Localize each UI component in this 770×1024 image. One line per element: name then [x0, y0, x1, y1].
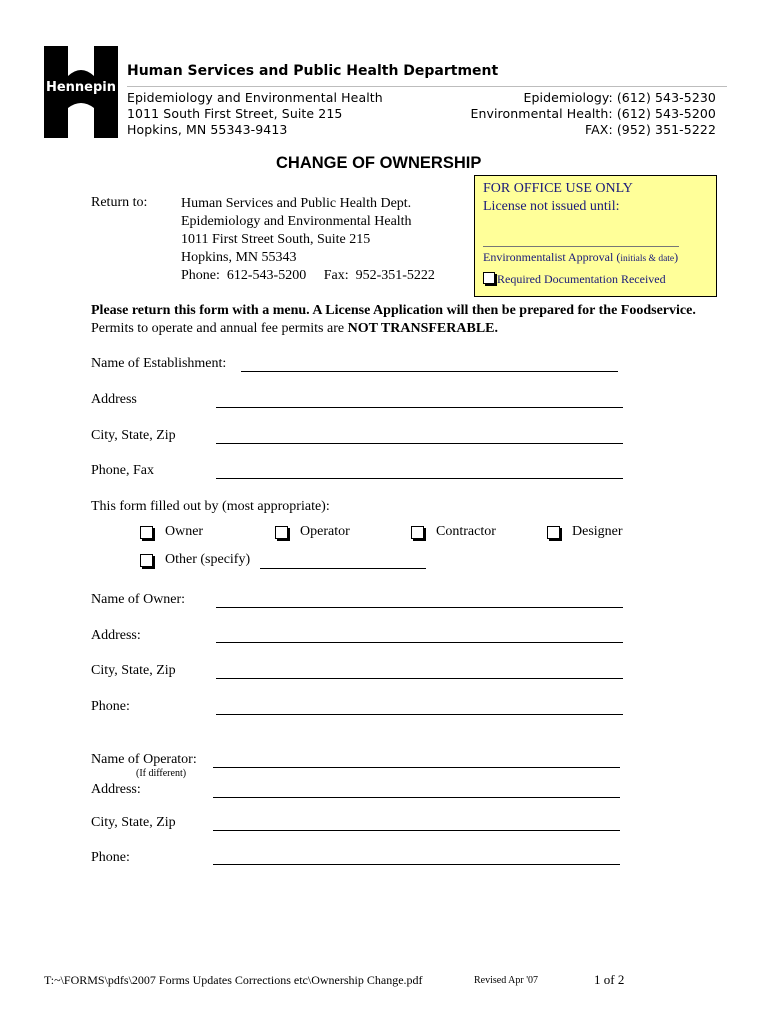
documentation-received-label: Required Documentation Received	[497, 272, 666, 286]
address-line-3: Hopkins, MN 55343-9413	[127, 122, 288, 137]
option-other[interactable]	[140, 552, 250, 568]
address-line-1: Epidemiology and Environmental Health	[127, 90, 383, 105]
operator-name-field[interactable]	[213, 767, 620, 768]
option-owner[interactable]	[140, 524, 203, 540]
env-approval-text: Environmentalist Approval (	[483, 250, 621, 264]
operator-address-field[interactable]	[213, 797, 620, 798]
establishment-name-label: Name of Establishment:	[91, 356, 227, 371]
option-operator[interactable]	[275, 524, 350, 540]
establishment-name-field[interactable]	[241, 371, 618, 372]
documentation-received-checkbox[interactable]	[483, 272, 495, 284]
owner-phone-field[interactable]	[216, 714, 623, 715]
owner-name-field[interactable]	[216, 607, 623, 608]
phone-epidemiology: Epidemiology: (612) 543-5230	[523, 90, 716, 105]
operator-option-label: Operator	[300, 524, 350, 539]
owner-phone-label: Phone:	[91, 699, 130, 714]
other-option-label: Other (specify)	[165, 552, 251, 567]
operator-checkbox[interactable]	[275, 526, 288, 539]
return-phone-fax: Phone: 612-543-5200 Fax: 952-351-5222	[181, 268, 435, 283]
department-name: Human Services and Public Health Department	[127, 63, 499, 79]
owner-option-label: Owner	[165, 524, 204, 539]
establishment-city-field[interactable]	[216, 443, 623, 444]
operator-address-label: Address:	[91, 782, 141, 797]
contractor-option-label: Contractor	[436, 524, 496, 539]
instructions-not-transferable: NOT TRANSFERABLE.	[347, 321, 498, 336]
return-address-line: Hopkins, MN 55343	[181, 250, 297, 265]
owner-address-label: Address:	[91, 628, 141, 643]
footer-revised: Revised Apr '07	[474, 975, 539, 986]
header-rule	[127, 86, 727, 87]
if-different-note: (If different)	[136, 768, 187, 779]
address-line-2: 1011 South First Street, Suite 215	[127, 106, 343, 121]
other-checkbox[interactable]	[140, 554, 153, 567]
environmentalist-approval	[483, 250, 678, 265]
option-contractor[interactable]	[411, 524, 496, 540]
instructions-bold: Please return this form with a menu. A License Application will then be prepared for the Foodservice.	[91, 303, 696, 318]
owner-city-field[interactable]	[216, 678, 623, 679]
return-address-line: Epidemiology and Environmental Health	[181, 214, 412, 229]
establishment-phone-field[interactable]	[216, 478, 623, 479]
establishment-address-label: Address	[91, 392, 137, 407]
establishment-address-field[interactable]	[216, 407, 623, 408]
phone-environmental-health: Environmental Health: (612) 543-5200	[470, 106, 716, 121]
return-to-label: Return to:	[91, 195, 148, 210]
instructions-normal: Permits to operate and annual fee permits are	[91, 321, 348, 336]
return-address-line: 1011 First Street South, Suite 215	[181, 232, 371, 247]
logo-text: Hennepin	[45, 80, 117, 95]
option-designer[interactable]	[547, 524, 623, 540]
form-title: CHANGE OF OWNERSHIP	[276, 154, 482, 172]
return-address-line: Human Services and Public Health Dept.	[181, 196, 412, 211]
operator-city-label: City, State, Zip	[91, 815, 176, 830]
operator-phone-field[interactable]	[213, 864, 620, 865]
owner-city-label: City, State, Zip	[91, 663, 176, 678]
office-use-title: FOR OFFICE USE ONLY	[483, 181, 633, 196]
license-date-line[interactable]	[483, 246, 679, 247]
owner-name-label: Name of Owner:	[91, 592, 186, 607]
operator-city-field[interactable]	[213, 830, 620, 831]
env-initials-note: initials & date	[620, 254, 675, 264]
hennepin-logo	[44, 46, 118, 138]
establishment-phone-label: Phone, Fax	[91, 463, 154, 478]
designer-option-label: Designer	[572, 524, 623, 539]
operator-name-label: Name of Operator:	[91, 752, 197, 767]
office-use-box	[474, 175, 717, 297]
footer-page-number: 1 of 2	[594, 972, 625, 987]
instructions	[91, 302, 711, 338]
owner-checkbox[interactable]	[140, 526, 153, 539]
other-specify-field[interactable]	[260, 568, 426, 569]
establishment-city-label: City, State, Zip	[91, 428, 176, 443]
footer-file-path: T:~\FORMS\pdfs\2007 Forms Updates Corrections etc\Ownership Change.pdf	[44, 973, 423, 987]
env-close-paren: )	[674, 250, 679, 264]
operator-phone-label: Phone:	[91, 850, 130, 865]
contractor-checkbox[interactable]	[411, 526, 424, 539]
documentation-received	[483, 272, 666, 287]
license-not-issued-label: License not issued until:	[483, 199, 620, 214]
owner-address-field[interactable]	[216, 642, 623, 643]
filled-by-label: This form filled out by (most appropriate):	[91, 499, 330, 514]
phone-fax: FAX: (952) 351-5222	[584, 122, 716, 137]
designer-checkbox[interactable]	[547, 526, 560, 539]
